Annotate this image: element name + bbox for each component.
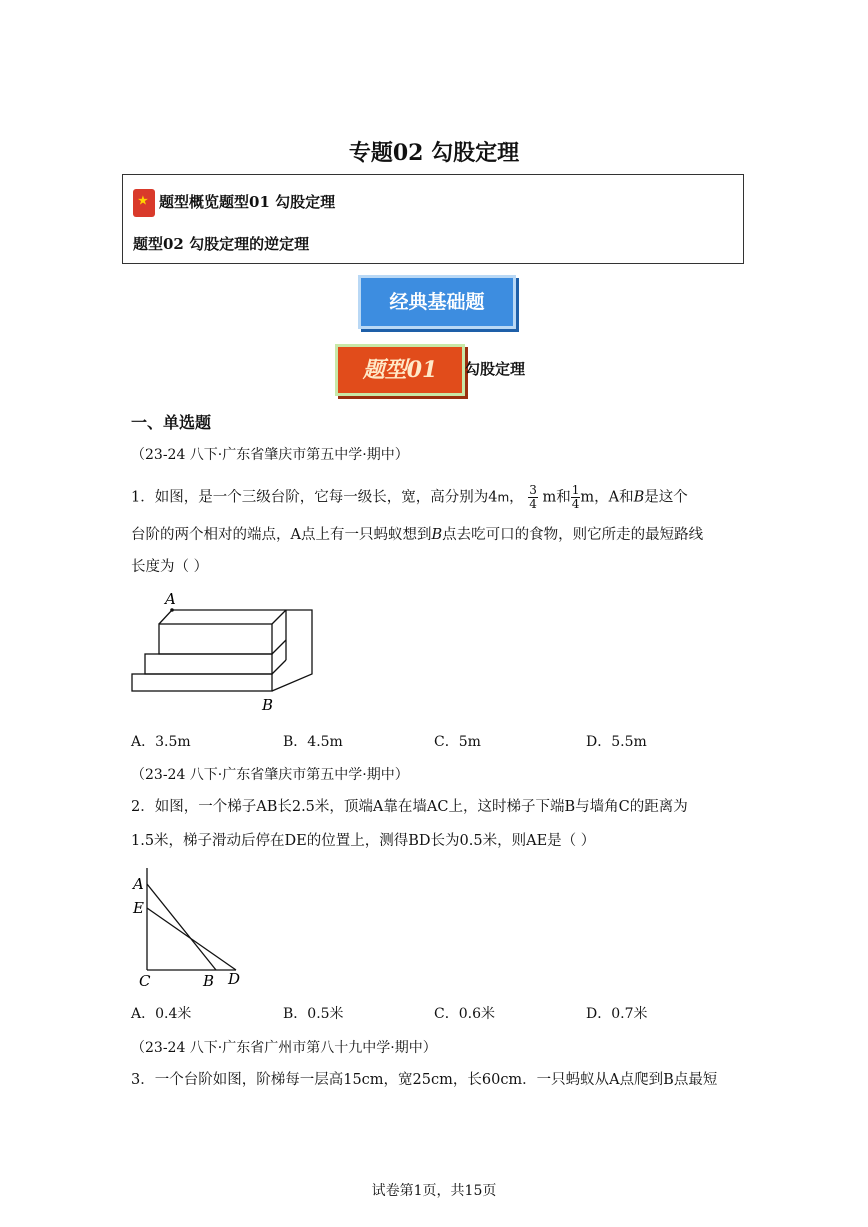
- book-icon: [133, 189, 155, 217]
- toc-line-1[interactable]: 题型概览题型01 勾股定理: [159, 193, 336, 211]
- q1-option-c[interactable]: C．5m: [434, 734, 481, 750]
- q2-option-c[interactable]: C．0.6米: [434, 1006, 495, 1022]
- label-e: E: [133, 899, 144, 917]
- q3-source: （23-24 八下·广东省广州市第八十九中学·期中）: [131, 1040, 437, 1056]
- fraction-one-quarter: $\frac{1}{4}$: [571, 483, 580, 511]
- label-d: D: [228, 970, 241, 988]
- label-a: A: [133, 875, 144, 893]
- q1-line-3: 长度为（ ）: [131, 559, 209, 575]
- label-b: B: [203, 972, 215, 990]
- label-b: B: [262, 696, 274, 714]
- q3-line-1: 3．一个台阶如图，阶梯每一层高15cm，宽25cm，长60cm．一只蚂蚁从A点爬到B点最短: [131, 1072, 718, 1088]
- toc-line-2[interactable]: 题型02 勾股定理的逆定理: [133, 235, 310, 253]
- q2-source: （23-24 八下·广东省肇庆市第五中学·期中）: [131, 767, 409, 783]
- q2-line-1: 2．如图，一个梯子AB长2.5米，顶端A靠在墙AC上，这时梯子下端B与墙角C的距离为: [131, 799, 688, 815]
- section-label: 勾股定理: [465, 360, 526, 378]
- classic-basic-banner: 经典基础题: [358, 275, 516, 329]
- q2-line-2: 1.5米，梯子滑动后停在DE的位置上，测得BD长为0.5米，则AE是（ ）: [131, 833, 596, 849]
- q2-option-a[interactable]: A．0.4米: [131, 1006, 192, 1022]
- q2-option-d[interactable]: D．0.7米: [586, 1006, 648, 1022]
- q1-source: （23-24 八下·广东省肇庆市第五中学·期中）: [131, 447, 409, 463]
- q1-option-d[interactable]: D．5.5m: [586, 734, 647, 750]
- ladder-figure: [128, 862, 258, 990]
- page-footer: 试卷第1页，共15页: [371, 1183, 497, 1199]
- point-a-dot: [170, 608, 174, 612]
- q1-line-2: 台阶的两个相对的端点，A点上有一只蚂蚁想到B点去吃可口的食物，则它所走的最短路线: [131, 527, 704, 543]
- fraction-three-quarters: $\frac{3}{4}$: [529, 483, 537, 511]
- question-type-banner: 题型01: [335, 344, 465, 396]
- label-a: A: [165, 590, 176, 608]
- q1-option-a[interactable]: A．3.5m: [131, 734, 191, 750]
- q1-line-1: 1．如图，是一个三级台阶，它每一级长，宽，高分别为4m， $\frac{3}{4}$ m和 $\frac{1}{4}$ m，A和B是这个: [131, 483, 688, 511]
- q2-option-b[interactable]: B．0.5米: [283, 1006, 344, 1022]
- page-title: 专题02 勾股定理: [348, 140, 520, 166]
- part-heading: 一、单选题: [131, 413, 212, 432]
- staircase-figure: [128, 588, 328, 716]
- q1-option-b[interactable]: B．4.5m: [283, 734, 343, 750]
- label-c: C: [139, 972, 151, 990]
- topic-overview-box: [122, 174, 744, 264]
